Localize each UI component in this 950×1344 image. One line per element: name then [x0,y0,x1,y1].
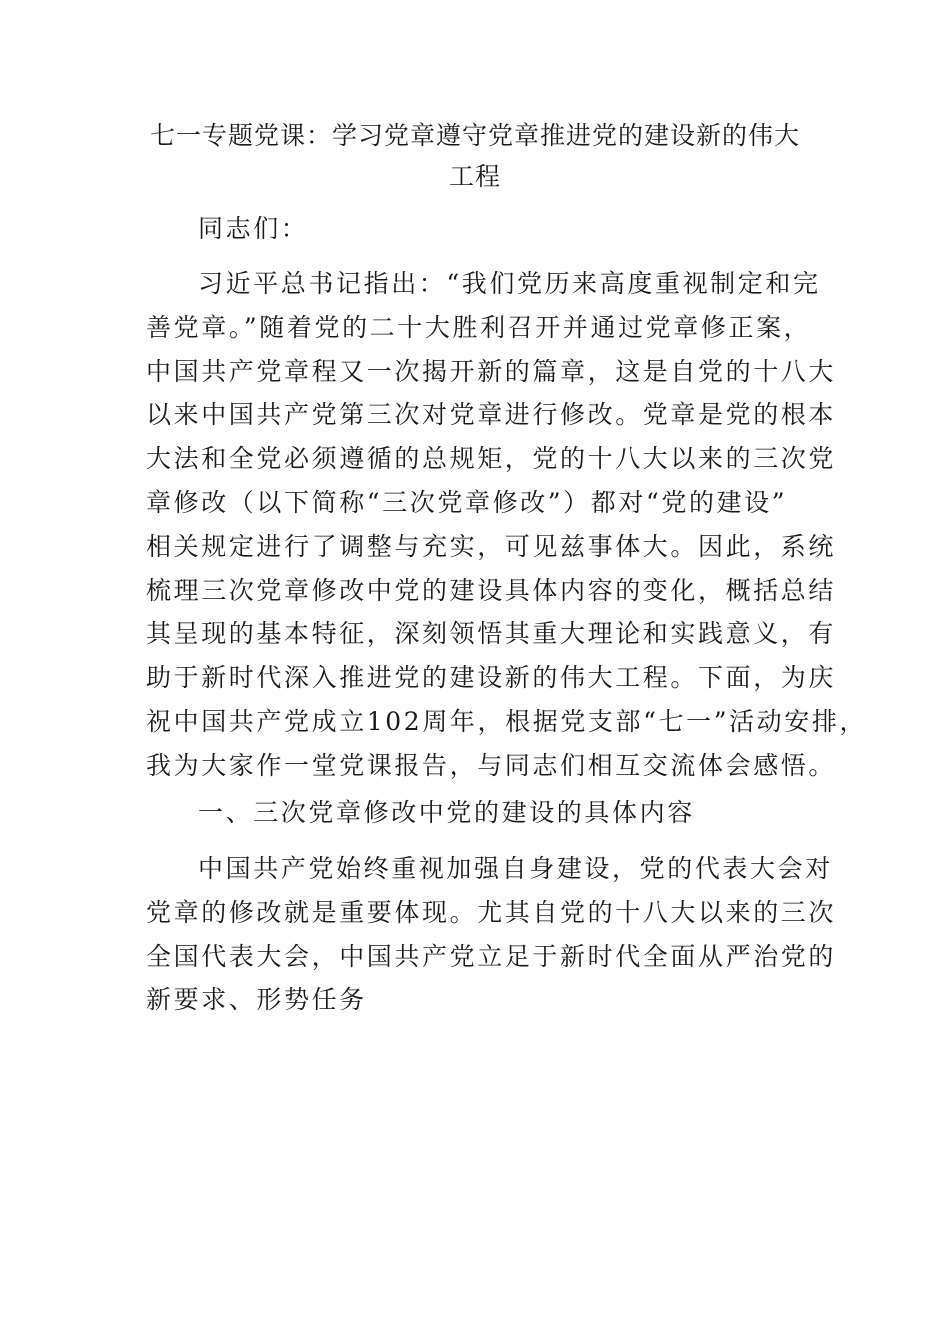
paragraph-line: 我为大家作一堂党课报告，与同志们相互交流体会感悟。 [146,750,837,780]
paragraph-line: 大法和全党必须遵循的总规矩，党的十八大以来的三次党 [146,444,837,474]
document-title [120,115,830,197]
paragraph-intro [146,262,868,788]
paragraph-line: 中国共产党章程又一次揭开新的篇章，这是自党的十八大 [146,356,837,386]
title-line: 工程 [448,162,501,191]
paragraph-line: 党章的修改就是重要体现。尤其自党的十八大以来的三次 [146,897,837,927]
paragraph-line: 习近平总书记指出：“我们党历来高度重视制定和完 [198,269,821,298]
paragraph-line: 相关规定进行了调整与充实，可见兹事体大。因此，系统 [146,531,837,561]
section-heading: 一、三次党章修改中党的建设的具体内容 [198,798,695,827]
paragraph-line: 祝中国共产党成立102周年，根据党支部“七一”活动安排， [146,706,868,736]
paragraph-line: 新要求、形势任务 [146,985,367,1015]
paragraph-section-one [146,847,837,1022]
paragraph-line: 以来中国共产党第三次对党章进行修改。党章是党的根本 [146,400,837,430]
salutation: 同志们： [198,214,309,243]
paragraph-line: 助于新时代深入推进党的建设新的伟大工程。下面，为庆 [146,663,837,693]
paragraph-line: 中国共产党始终重视加强自身建设，党的代表大会对 [198,854,833,883]
paragraph-line: 梳理三次党章修改中党的建设具体内容的变化，概括总结 [146,575,837,605]
paragraph-line: 其呈现的基本特征，深刻领悟其重大理论和实践意义，有 [146,619,837,649]
title-line: 七一专题党课：学习党章遵守党章推进党的建设新的伟大 [149,121,800,150]
paragraph-line: 全国代表大会，中国共产党立足于新时代全面从严治党的 [146,941,837,971]
paragraph-line: 章修改（以下简称“三次党章修改”）都对“党的建设” [146,487,788,517]
paragraph-line: 善党章。”随着党的二十大胜利召开并通过党章修正案， [146,312,812,342]
